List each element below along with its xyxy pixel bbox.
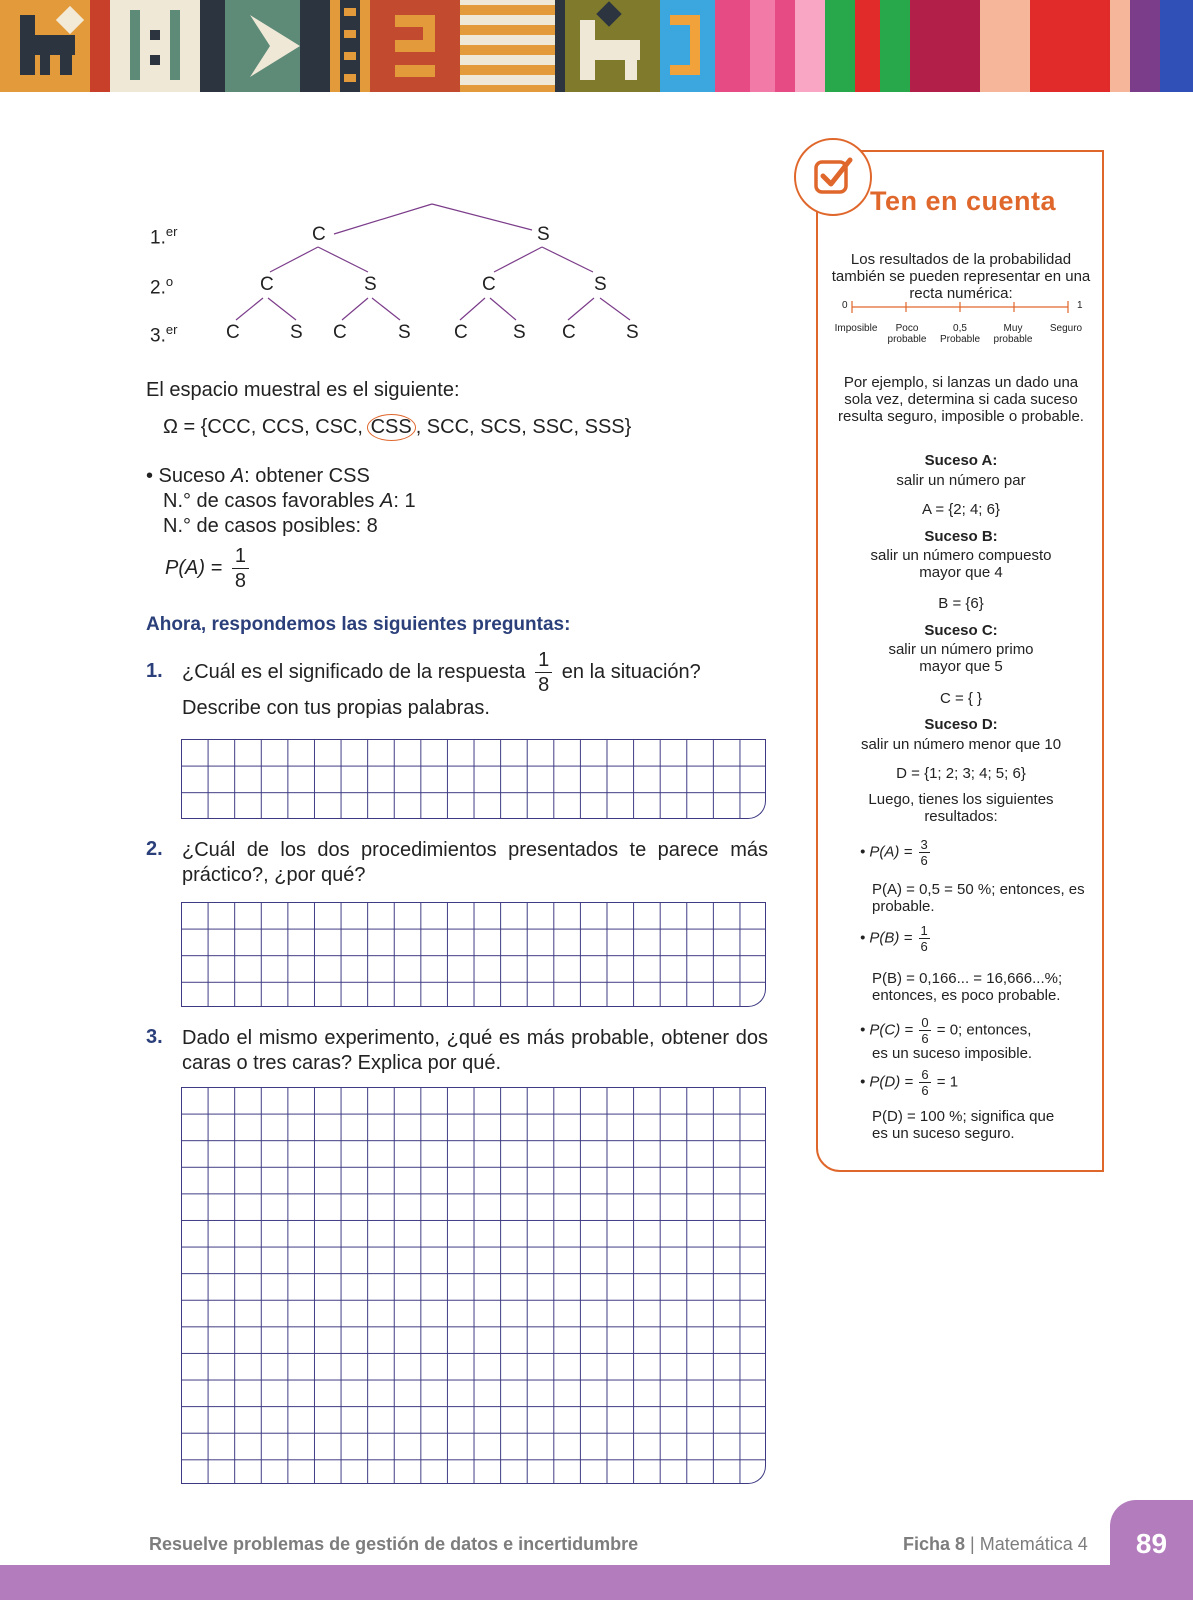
event-d-desc: salir un número menor que 10 [860, 736, 1062, 753]
event-a-title: Suceso A: [924, 452, 998, 469]
number-line-label: Muy probable [993, 323, 1033, 345]
sample-space-prefix: Ω = {CCC, CCS, CSC, [163, 416, 363, 438]
question-3-text: Dado el mismo experimento, ¿qué es más probable, obtener dos caras o tres caras? Explica por qué. [182, 1027, 768, 1074]
tree-node: S [626, 322, 639, 343]
number-line-end: 1 [1077, 300, 1083, 311]
tree-level-1-label: 1.$^{er}$ [150, 224, 178, 249]
result-c: • P(C) = $\frac{0}{6}$ = 0; entonces, [860, 1015, 1032, 1046]
tree-node: C [312, 224, 326, 245]
tree-node: C [482, 274, 496, 295]
footer-ficha: Ficha 8 | Matemática 4 [903, 1534, 1088, 1554]
question-3-number: 3. [146, 1026, 163, 1048]
event-d-title: Suceso D: [924, 716, 998, 733]
tree-node: C [226, 322, 240, 343]
tree-node: C [562, 322, 576, 343]
result-a: • P(A) = $\frac{3}{6}$ [860, 837, 928, 868]
event-d-set: D = {1; 2; 3; 4; 5; 6} [896, 765, 1026, 782]
footer-competency: Resuelve problemas de gestión de datos e incertidumbre [149, 1534, 639, 1554]
event-c-title: Suceso C: [924, 622, 998, 639]
tip-example-intro: Por ejemplo, si lanzas un dado una sola vez, determina si cada suceso resulta seguro, imposible o probable. [838, 374, 1084, 425]
footer-bar [0, 1565, 1193, 1600]
event-b-title: Suceso B: [924, 528, 998, 545]
tip-title: Ten en cuenta [870, 186, 1057, 216]
result-d: • P(D) = $\frac{6}{6}$ = 1 [860, 1067, 959, 1098]
result-a-note: P(A) = 0,5 = 50 %; entonces, es probable. [872, 881, 1085, 915]
question-1-number: 1. [146, 660, 163, 682]
questions-heading: Ahora, respondemos las siguientes preguntas: [146, 614, 571, 635]
event-a-desc: salir un número par [896, 472, 1026, 489]
sample-space-suffix: , SCC, SCS, SSC, SSS} [415, 416, 632, 438]
tree-node: S [290, 322, 303, 343]
event-c-desc: salir un número primo mayor que 5 [888, 641, 1034, 675]
number-line-label: 0,5 Probable [939, 323, 981, 345]
sample-space-intro: El espacio muestral es el siguiente: [146, 379, 460, 401]
tree-lines [0, 0, 700, 350]
tree-level-2-label: 2.$^o$ [150, 274, 174, 299]
tree-node: S [537, 224, 550, 245]
tree-node: S [513, 322, 526, 343]
question-2-number: 2. [146, 838, 163, 860]
checkbox-check-icon [796, 140, 870, 214]
answer-grid-2[interactable] [181, 902, 766, 1007]
number-line-axis [836, 298, 1076, 318]
event-c-set: C = { } [939, 690, 983, 707]
event-b-desc: salir un número compuesto mayor que 4 [870, 547, 1052, 581]
tree-level-3-label: 3.$^{er}$ [150, 322, 178, 347]
result-d-note: P(D) = 100 %; significa que es un suceso seguro. [872, 1108, 1055, 1142]
tree-node: C [454, 322, 468, 343]
page-number: 89 [1135, 1528, 1168, 1559]
results-intro: Luego, tienes los siguientes resultados: [868, 791, 1054, 825]
tree-node: C [333, 322, 347, 343]
sample-space-set [163, 414, 631, 441]
result-c-note: es un suceso imposible. [872, 1045, 1033, 1062]
number-line-label: Poco probable [887, 323, 927, 345]
event-line-1: • Suceso A: obtener CSS [146, 465, 370, 487]
question-2-text: ¿Cuál de los dos procedimientos presentados te parece más práctico?, ¿por qué? [182, 839, 768, 886]
result-b: • P(B) = $\frac{1}{6}$ [860, 923, 928, 954]
tree-node: S [594, 274, 607, 295]
answer-grid-1[interactable] [181, 739, 766, 819]
result-b-note: P(B) = 0,166... = 16,666...%; entonces, es poco probable. [872, 970, 1063, 1004]
number-line-label: Seguro [1049, 323, 1083, 334]
tree-node: S [364, 274, 377, 295]
number-line-start: 0 [842, 300, 848, 311]
event-line-3: N.° de casos posibles: 8 [163, 515, 378, 537]
probability-a: P(A) = $\frac{1}{8}$ [165, 546, 253, 591]
event-b-set: B = {6} [938, 595, 984, 612]
event-a-set: A = {2; 4; 6} [922, 501, 1000, 518]
answer-grid-3[interactable] [181, 1087, 766, 1484]
tip-icon-badge [794, 138, 872, 216]
question-1-subtext: Describe con tus propias palabras. [182, 697, 490, 719]
circled-outcome: CSS [367, 414, 416, 441]
number-line-label: Imposible [834, 323, 878, 334]
tip-intro: Los resultados de la probabilidad también se pueden representar en una recta numérica: [831, 251, 1091, 302]
event-line-2: N.° de casos favorables A: 1 [163, 490, 416, 512]
tree-node: C [260, 274, 274, 295]
question-1-text: ¿Cuál es el significado de la respuesta $\frac{1}{8}$ en la situación? [182, 649, 701, 696]
tree-node: S [398, 322, 411, 343]
